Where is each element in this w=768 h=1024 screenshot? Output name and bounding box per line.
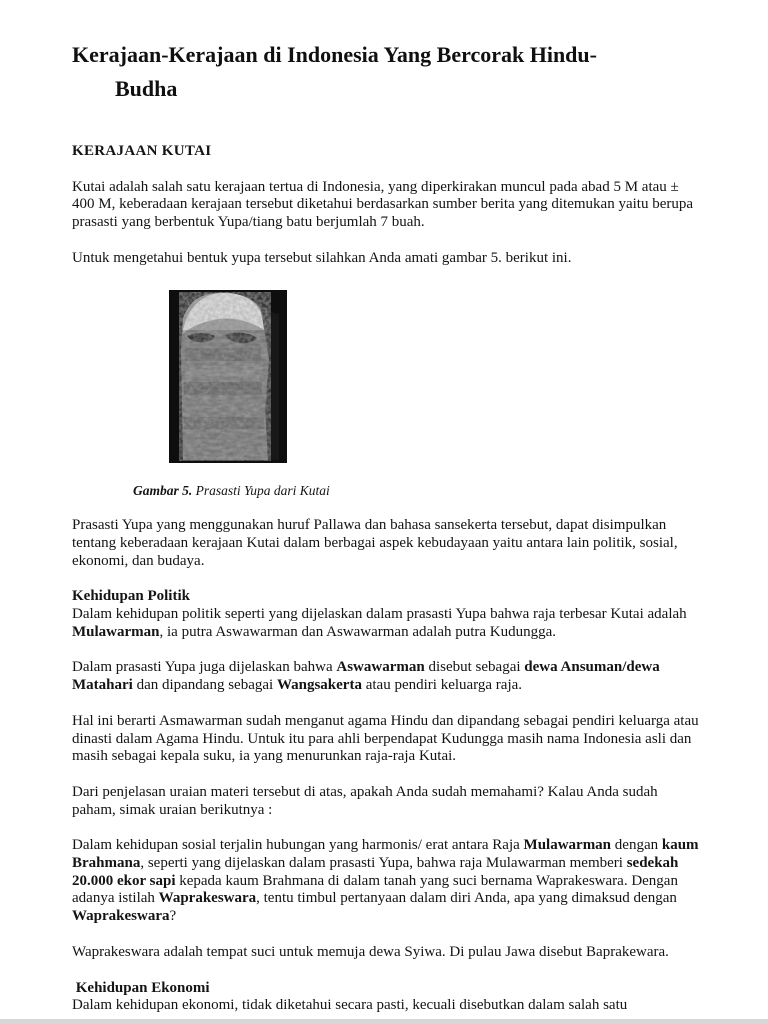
figure-prasasti-yupa — [72, 290, 701, 500]
document-title — [72, 38, 701, 106]
paragraph — [72, 997, 701, 1015]
text-run: Waprakeswara — [158, 890, 257, 907]
document-title-line2: Budha — [115, 76, 178, 101]
text-run: Dalam kehidupan ekonomi, tidak diketahui secara pasti, kecuali disebutkan dalam salah satu — [72, 997, 628, 1014]
page-bottom-edge — [0, 1019, 768, 1024]
text-run: Mulawarman — [523, 837, 612, 854]
text-run: Untuk mengetahui bentuk yupa tersebut silahkan Anda amati gambar 5. berikut ini. — [72, 249, 572, 266]
text-run: Dalam prasasti Yupa juga dijelaskan bahwa — [72, 659, 337, 676]
text-run: dan dipandang sebagai — [132, 677, 277, 694]
sub-heading: Kehidupan Ekonomi — [72, 979, 210, 996]
figure-caption — [133, 482, 701, 500]
paragraph — [72, 659, 701, 694]
text-run: Prasasti Yupa yang menggunakan huruf Pallawa dan bahasa sansekerta tersebut, dapat disimpulkan tentang keberadaan kerajaan Kutai dalam berbagai aspek kebudayaan yaitu antara lain politik, sosial, ekonomi, dan budaya. — [72, 517, 682, 569]
sub-heading: Kehidupan Politik — [72, 588, 190, 605]
document-content — [72, 38, 701, 1015]
text-run: , seperti yang dijelaskan dalam prasasti Yupa, bahwa raja Mulawarman memberi — [140, 855, 627, 872]
text-run: , tentu timbul pertanyaan dalam diri Anda, apa yang dimaksud dengan — [256, 890, 681, 907]
text-run: sedekah 20.000 ekor sapi — [72, 855, 683, 889]
document-title-line1: Kerajaan-Kerajaan di Indonesia Yang Bercorak Hindu- — [72, 42, 597, 67]
text-run: Waprakeswara adalah tempat suci untuk memuja dewa Syiwa. Di pulau Jawa disebut Baprakewara. — [72, 943, 669, 960]
text-run: kaum Brahmana — [72, 837, 703, 872]
text-run: Dalam kehidupan sosial terjalin hubungan yang harmonis/ erat antara Raja — [72, 837, 524, 854]
paragraph — [72, 606, 701, 641]
text-run: Dari penjelasan uraian materi tersebut di atas, apakah Anda sudah memahami? Kalau Anda sudah paham, simak uraian berikutnya : — [72, 783, 662, 818]
paragraph — [72, 713, 701, 766]
paragraph — [72, 784, 701, 819]
text-run: dewa Ansuman/dewa Matahari — [72, 659, 664, 694]
text-run: ? — [169, 908, 177, 925]
section-heading: KERAJAAN KUTAI — [72, 143, 212, 159]
text-run: kepada kaum Brahmana di dalam tanah yang suci bernama Waprakeswara. Dengan adanya istilah — [72, 872, 682, 907]
paragraph — [72, 179, 701, 232]
text-run: Mulawarman — [72, 623, 160, 640]
text-run: Kutai adalah salah satu kerajaan tertua di Indonesia, yang diperkirakan muncul pada abad 5 M atau ± 400 M, keberadaan kerajaan tersebut diketahui berdasarkan sumber berita yang ditemukan yaitu berupa prasasti yang berbentuk Yupa/tiang batu berjumlah 7 buah. — [72, 178, 697, 231]
text-run: Waprakeswara — [72, 908, 170, 925]
text-run: disebut sebagai — [424, 659, 525, 676]
text-run: Aswawarman — [336, 659, 425, 676]
prasasti-yupa-stone-photo — [169, 290, 287, 463]
paragraph — [72, 944, 701, 962]
text-run: Dalam kehidupan politik seperti yang dijelaskan dalam prasasti Yupa bahwa raja terbesar Kutai adalah — [72, 606, 691, 623]
paragraph — [72, 517, 701, 570]
text-run: Gambar 5. — [133, 482, 193, 498]
text-run: atau pendiri keluarga raja. — [361, 677, 523, 694]
text-run: , ia putra Aswawarman dan Aswawarman adalah putra Kudungga. — [159, 623, 557, 640]
text-run: dengan — [611, 837, 662, 854]
text-run: Prasasti Yupa dari Kutai — [192, 482, 330, 498]
document-blocks — [72, 143, 701, 1015]
text-run: Wangsakerta — [276, 677, 362, 694]
text-run: Hal ini berarti Asmawarman sudah menganut agama Hindu dan dipandang sebagai pendiri keluarga atau dinasti dalam Agama Hindu. Untuk itu para ahli berpendapat Kudungga masih nama Indonesia asli dan masih sebagai kepala suku, ia yang menurunkan raja-raja Kutai. — [72, 712, 703, 765]
paragraph — [72, 250, 701, 268]
paragraph — [72, 837, 701, 926]
